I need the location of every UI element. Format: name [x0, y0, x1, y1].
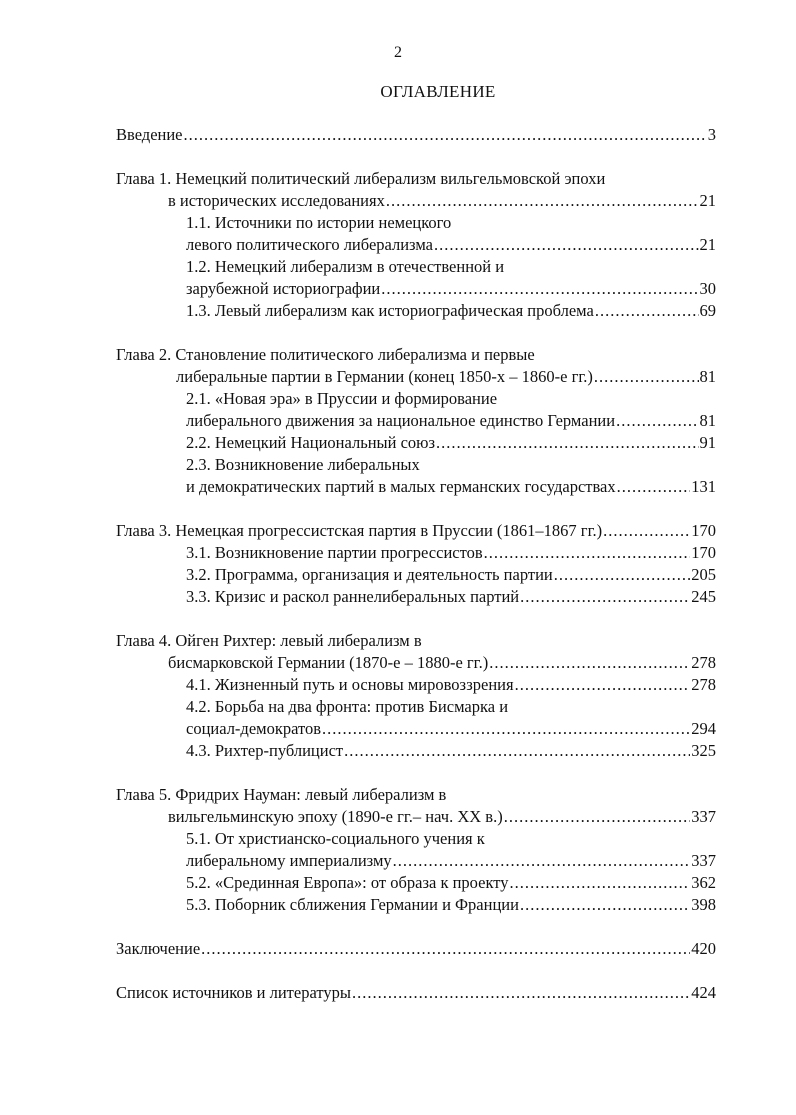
- toc-entry-text: бисмарковской Германии (1870-е – 1880-е гг.): [168, 653, 489, 672]
- dot-leader: [617, 476, 691, 498]
- section-2-1-end: [186, 410, 716, 432]
- section-2-1-line: 2.1. «Новая эра» в Пруссии и формирование: [186, 389, 498, 408]
- toc-entry-text: 4.1. Жизненный путь и основы мировоззрения: [186, 675, 514, 694]
- dot-leader: [554, 564, 691, 586]
- dot-leader: [595, 300, 699, 322]
- dot-leader: [509, 872, 690, 894]
- dot-leader: [603, 520, 690, 542]
- chapter-3-heading: [116, 520, 716, 542]
- dot-leader: [520, 586, 690, 608]
- toc-page-number: 81: [699, 367, 716, 386]
- toc-page-number: 3: [707, 125, 716, 144]
- section-2-3-end: [186, 476, 716, 498]
- dot-leader: [386, 190, 699, 212]
- dot-leader: [504, 806, 691, 828]
- toc-page-number: 21: [699, 235, 716, 254]
- toc-page-number: 398: [691, 895, 716, 914]
- toc-page-number: 245: [691, 587, 716, 606]
- chapter-5-heading-end: [168, 806, 716, 828]
- chapter-4-heading-end: [168, 652, 716, 674]
- section-4-2-end: [186, 718, 716, 740]
- toc-entry-text: и демократических партий в малых германских государствах: [186, 477, 616, 496]
- toc-entry-text: вильгельминскую эпоху (1890-е гг.– нач. XX в.): [168, 807, 503, 826]
- dot-leader: [434, 234, 699, 256]
- toc-page-number: 278: [691, 653, 716, 672]
- section-1-1-end: [186, 234, 716, 256]
- chapter-2-heading-end: [176, 366, 716, 388]
- section-5-1-line: 5.1. От христианско-социального учения к: [186, 829, 485, 848]
- toc-entry-text: социал-демократов: [186, 719, 322, 738]
- dot-leader: [322, 718, 690, 740]
- page-title: ОГЛАВЛЕНИЕ: [380, 82, 496, 101]
- toc-page-number: 337: [691, 851, 716, 870]
- toc-page-number: 205: [691, 565, 716, 584]
- dot-leader: [352, 982, 690, 1004]
- chapter-1-heading: Глава 1. Немецкий политический либерализм вильгельмовской эпохи: [116, 169, 606, 188]
- toc-entry-text: 3.1. Возникновение партии прогрессистов: [186, 543, 483, 562]
- section-5-3: [186, 894, 716, 916]
- toc-page-number: 362: [691, 873, 716, 892]
- toc-entry-text: Заключение: [116, 939, 201, 958]
- section-4-2-line: 4.2. Борьба на два фронта: против Бисмарка и: [186, 697, 509, 716]
- dot-leader: [393, 850, 691, 872]
- dot-leader: [484, 542, 691, 564]
- page-number: 2: [394, 44, 402, 61]
- section-3-3: [186, 586, 716, 608]
- section-1-2-line: 1.2. Немецкий либерализм в отечественной и: [186, 257, 505, 276]
- toc-page-number: 91: [699, 433, 716, 452]
- dot-leader: [489, 652, 690, 674]
- toc-page-number: 131: [691, 477, 716, 496]
- toc-entry-text: либеральные партии в Германии (конец 1850-х – 1860-е гг.): [176, 367, 593, 386]
- section-1-3: [186, 300, 716, 322]
- toc-page-number: 424: [691, 983, 716, 1002]
- toc-entry-text: Глава 3. Немецкая прогрессистская партия в Пруссии (1861–1867 гг.): [116, 521, 603, 540]
- section-1-1-line: 1.1. Источники по истории немецкого: [186, 213, 452, 232]
- dot-leader: [616, 410, 698, 432]
- chapter-2-heading: Глава 2. Становление политического либерализма и первые: [116, 345, 535, 364]
- dot-leader: [381, 278, 698, 300]
- toc-page-number: 170: [691, 543, 716, 562]
- toc-page-number: 30: [699, 279, 716, 298]
- toc-entry-text: 5.3. Поборник сближения Германии и Франции: [186, 895, 519, 914]
- toc-entry-text: 2.2. Немецкий Национальный союз: [186, 433, 436, 452]
- toc-page-number: 337: [691, 807, 716, 826]
- toc-entry-conclusion: [116, 938, 716, 960]
- toc-page-number: 278: [691, 675, 716, 694]
- toc-page-number: 21: [699, 191, 716, 210]
- section-3-1: [186, 542, 716, 564]
- dot-leader: [520, 894, 690, 916]
- section-2-3-line: 2.3. Возникновение либеральных: [186, 455, 420, 474]
- chapter-5-heading: Глава 5. Фридрих Науман: левый либерализм в: [116, 785, 447, 804]
- section-2-2: [186, 432, 716, 454]
- section-5-1-end: [186, 850, 716, 872]
- toc-entry-text: 1.3. Левый либерализм как историографическая проблема: [186, 301, 594, 320]
- section-4-3: [186, 740, 716, 762]
- toc-entry-text: Список источников и литературы: [116, 983, 351, 1002]
- dot-leader: [594, 366, 699, 388]
- chapter-4-heading: Глава 4. Ойген Рихтер: левый либерализм в: [116, 631, 422, 650]
- toc-entry-text: зарубежной историографии: [186, 279, 381, 298]
- dot-leader: [344, 740, 690, 762]
- toc-entry-sources: [116, 982, 716, 1004]
- toc-entry-text: левого политического либерализма: [186, 235, 433, 254]
- toc-entry-text: 3.2. Программа, организация и деятельность партии: [186, 565, 553, 584]
- toc-entry-text: Введение: [116, 125, 183, 144]
- toc-entry-intro: [116, 124, 716, 146]
- toc-entry-text: либерального движения за национальное единство Германии: [186, 411, 616, 430]
- dot-leader: [184, 124, 707, 146]
- dot-leader: [515, 674, 691, 696]
- toc-entry-text: 5.2. «Срединная Европа»: от образа к проекту: [186, 873, 509, 892]
- toc-entry-text: либеральному империализму: [186, 851, 392, 870]
- toc-page-number: 294: [691, 719, 716, 738]
- toc-page-number: 170: [691, 521, 716, 540]
- toc-page-number: 81: [699, 411, 716, 430]
- toc-page-number: 69: [699, 301, 716, 320]
- toc-page-number: 420: [691, 939, 716, 958]
- dot-leader: [201, 938, 690, 960]
- section-4-1: [186, 674, 716, 696]
- section-1-2-end: [186, 278, 716, 300]
- section-3-2: [186, 564, 716, 586]
- toc-entry-text: в исторических исследованиях: [168, 191, 385, 210]
- toc-entry-text: 4.3. Рихтер-публицист: [186, 741, 344, 760]
- chapter-1-heading-end: [168, 190, 716, 212]
- toc-entry-text: 3.3. Кризис и раскол раннелиберальных партий: [186, 587, 520, 606]
- dot-leader: [436, 432, 698, 454]
- toc-page-number: 325: [691, 741, 716, 760]
- section-5-2: [186, 872, 716, 894]
